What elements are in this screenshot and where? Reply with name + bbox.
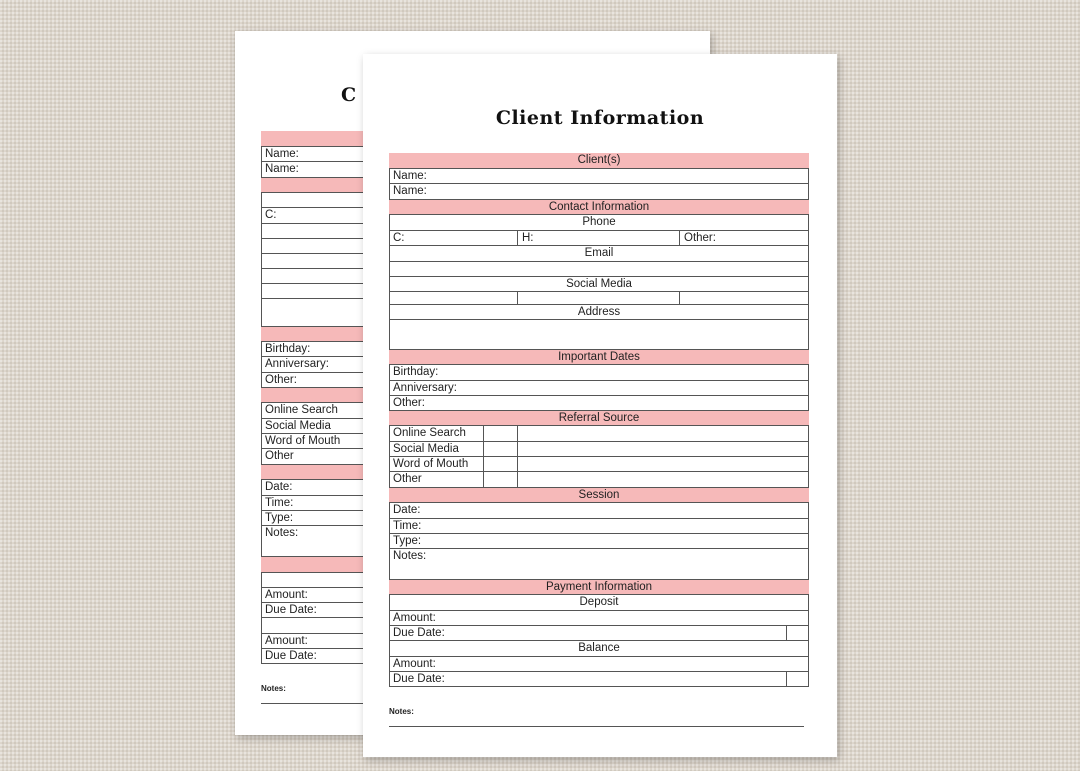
referral-notes-field[interactable]: [517, 442, 809, 456]
balance-due-date-field[interactable]: Due Date:: [393, 673, 445, 685]
back-birthday-field[interactable]: Birthday:: [261, 342, 371, 357]
back-phone-c-field[interactable]: C:: [261, 208, 371, 224]
referral-item-label: Other: [393, 473, 422, 485]
back-anniversary-field[interactable]: Anniversary:: [261, 357, 371, 373]
referral-checkbox[interactable]: [483, 442, 517, 456]
back-row: [261, 254, 371, 269]
referral-notes-field[interactable]: [517, 457, 809, 471]
back-row: [261, 239, 371, 254]
deposit-amount-field[interactable]: Amount:: [389, 611, 809, 626]
referral-item-label: Online Search: [393, 427, 466, 439]
session-notes-field[interactable]: Notes:: [389, 549, 809, 580]
back-row: [261, 269, 371, 284]
back-name-field[interactable]: Name:: [261, 147, 371, 162]
balance-subheader: Balance: [389, 641, 809, 657]
back-due-date-field-2[interactable]: Due Date:: [261, 649, 371, 664]
balance-paid-checkbox[interactable]: [786, 672, 809, 686]
phone-cell-field[interactable]: C:: [393, 232, 405, 244]
session-date-field[interactable]: Date:: [389, 503, 809, 519]
phone-subheader: Phone: [389, 215, 809, 231]
form-title: Client Information: [495, 107, 705, 129]
back-time-field[interactable]: Time:: [261, 496, 371, 511]
back-row: [261, 224, 371, 239]
back-name-field-2[interactable]: Name:: [261, 162, 371, 178]
back-date-field[interactable]: Date:: [261, 480, 371, 496]
phone-home-field[interactable]: H:: [517, 231, 679, 245]
referral-row: [389, 442, 809, 457]
referral-notes-field[interactable]: [517, 472, 809, 487]
referral-notes-field[interactable]: [517, 426, 809, 441]
session-type-field[interactable]: Type:: [389, 534, 809, 549]
other-date-field[interactable]: Other:: [389, 396, 809, 411]
notes-label: Notes:: [389, 707, 414, 716]
referral-checkbox[interactable]: [483, 457, 517, 471]
phone-other-field[interactable]: Other:: [679, 231, 809, 245]
deposit-due-date-field[interactable]: Due Date:: [393, 627, 445, 639]
back-referral-item[interactable]: Online Search: [261, 403, 371, 419]
session-header: Session: [389, 488, 809, 503]
phone-row: [389, 231, 809, 246]
referral-row: [389, 426, 809, 442]
referral-item-label: Word of Mouth: [393, 458, 469, 470]
social-media-field[interactable]: [389, 292, 517, 304]
contact-information-header: Contact Information: [389, 200, 809, 215]
deposit-paid-checkbox[interactable]: [786, 626, 809, 640]
balance-due-row: [389, 672, 809, 687]
back-notes-label: Notes:: [261, 684, 286, 693]
back-row: [261, 284, 371, 299]
back-header: [261, 388, 371, 403]
back-notes-line[interactable]: [261, 703, 371, 704]
address-field[interactable]: [389, 320, 809, 350]
social-media-field[interactable]: [679, 292, 809, 304]
back-notes-field[interactable]: Notes:: [261, 526, 371, 557]
back-type-field[interactable]: Type:: [261, 511, 371, 526]
birthday-field[interactable]: Birthday:: [389, 365, 809, 381]
email-field[interactable]: [389, 262, 809, 277]
referral-row: [389, 472, 809, 488]
back-referral-item[interactable]: Other: [261, 449, 371, 465]
back-other-date-field[interactable]: Other:: [261, 373, 371, 388]
back-row: [261, 193, 371, 208]
client-name-field-1[interactable]: Name:: [389, 169, 809, 184]
back-referral-item[interactable]: Word of Mouth: [261, 434, 371, 449]
email-subheader: Email: [389, 246, 809, 262]
client-name-field-2[interactable]: Name:: [389, 184, 809, 200]
payment-information-header: Payment Information: [389, 580, 809, 595]
important-dates-header: Important Dates: [389, 350, 809, 365]
back-header: [261, 178, 371, 193]
balance-amount-field[interactable]: Amount:: [389, 657, 809, 672]
back-header: [261, 131, 371, 147]
deposit-subheader: Deposit: [389, 595, 809, 611]
back-amount-field-2[interactable]: Amount:: [261, 634, 371, 649]
back-row: [261, 618, 371, 634]
back-amount-field[interactable]: Amount:: [261, 588, 371, 603]
deposit-due-row: [389, 626, 809, 641]
referral-checkbox[interactable]: [483, 472, 517, 487]
social-media-row: [389, 292, 809, 305]
anniversary-field[interactable]: Anniversary:: [389, 381, 809, 396]
back-referral-item[interactable]: Social Media: [261, 419, 371, 434]
back-header: [261, 465, 371, 480]
client-information-form: [363, 54, 837, 757]
session-time-field[interactable]: Time:: [389, 519, 809, 534]
referral-source-header: Referral Source: [389, 411, 809, 426]
back-form-title: C: [341, 84, 357, 106]
social-media-subheader: Social Media: [389, 277, 809, 292]
back-header: [261, 557, 371, 573]
referral-item-label: Social Media: [393, 443, 459, 455]
back-header: [261, 327, 371, 342]
clients-header: Client(s): [389, 153, 809, 169]
back-row: [261, 299, 371, 327]
back-row: [261, 573, 371, 588]
address-subheader: Address: [389, 305, 809, 320]
referral-checkbox[interactable]: [483, 426, 517, 441]
notes-line[interactable]: [389, 726, 804, 727]
social-media-field[interactable]: [517, 292, 679, 304]
back-due-date-field[interactable]: Due Date:: [261, 603, 371, 618]
referral-row: [389, 457, 809, 472]
